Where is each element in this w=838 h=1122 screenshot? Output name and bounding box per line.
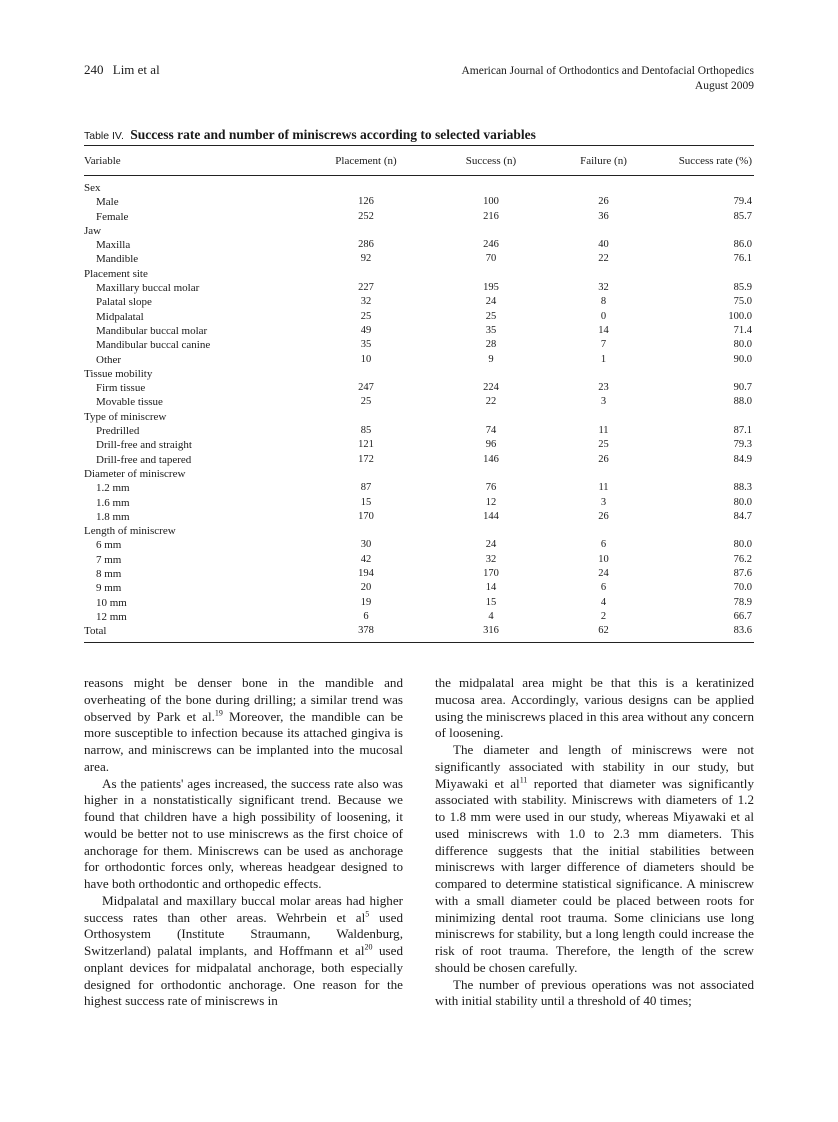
table-row — [84, 510, 754, 524]
success-rate-cell: 84.9 — [733, 453, 752, 465]
success-rate-cell: 84.7 — [733, 510, 752, 522]
success-cell: 74 — [485, 425, 497, 437]
right-paragraph-3: The number of previous operations was not associated with initial stability until a threshold of 40 times; — [435, 976, 754, 1009]
row-label: Palatal slope — [96, 296, 152, 309]
col-header-success: Success (n) — [436, 146, 546, 176]
success-cell: 316 — [436, 624, 546, 642]
row-label: Male — [96, 196, 119, 209]
group-label: Jaw — [84, 224, 102, 237]
row-label: 1.2 mm — [96, 482, 130, 495]
row-label: Maxillary buccal molar — [96, 282, 200, 295]
failure-cell: 0 — [600, 310, 607, 322]
group-label: Tissue mobility — [84, 367, 153, 380]
table-row — [84, 610, 754, 624]
failure-cell: 4 — [600, 596, 607, 608]
header-right — [461, 64, 754, 94]
placement-cell — [296, 410, 436, 424]
placement-cell — [296, 267, 436, 281]
failure-cell: 10 — [598, 553, 609, 565]
failure-cell: 23 — [598, 382, 609, 394]
success-rate-cell: 76.1 — [733, 253, 752, 265]
success-cell: 100 — [483, 196, 499, 208]
left-column — [84, 675, 403, 1010]
table-group-row — [84, 367, 754, 381]
row-label: Firm tissue — [96, 382, 146, 395]
success-cell: 28 — [485, 339, 497, 351]
row-label: Female — [96, 210, 129, 223]
row-label: Drill-free and straight — [96, 439, 192, 452]
success-rate-cell — [661, 410, 754, 424]
table-group-row — [84, 224, 754, 238]
success-cell — [436, 467, 546, 481]
row-label: Predrilled — [96, 425, 140, 438]
failure-cell: 7 — [600, 339, 607, 351]
table-row — [84, 553, 754, 567]
row-label: 1.6 mm — [96, 496, 130, 509]
success-rate-cell: 71.4 — [733, 324, 752, 336]
table-row — [84, 596, 754, 610]
failure-cell: 40 — [598, 239, 609, 251]
table-row — [84, 310, 754, 324]
table-row — [84, 210, 754, 224]
col-header-variable: Variable — [84, 146, 296, 176]
success-rate-cell: 85.9 — [733, 282, 752, 294]
placement-cell: 35 — [360, 339, 372, 351]
journal-name: American Journal of Orthodontics and Dentofacial Orthopedics — [461, 65, 754, 77]
success-cell: 96 — [485, 439, 497, 451]
success-rate-cell: 88.3 — [733, 482, 752, 494]
header-left — [84, 62, 160, 78]
success-rate-cell: 78.9 — [733, 596, 752, 608]
placement-cell: 87 — [360, 482, 372, 494]
placement-cell: 19 — [360, 596, 372, 608]
failure-cell: 1 — [600, 353, 607, 365]
table-row — [84, 195, 754, 209]
failure-cell — [546, 410, 661, 424]
success-cell: 25 — [485, 310, 497, 322]
failure-cell: 6 — [600, 539, 607, 551]
failure-cell — [546, 367, 661, 381]
table-group-row — [84, 176, 754, 196]
success-rate-cell: 76.2 — [733, 553, 752, 565]
placement-cell: 170 — [358, 510, 374, 522]
table-body — [84, 176, 754, 643]
success-cell: 9 — [488, 353, 494, 365]
group-label: Sex — [84, 182, 101, 194]
row-label: 6 mm — [96, 539, 122, 552]
placement-cell: 10 — [360, 353, 372, 365]
table-row — [84, 381, 754, 395]
placement-cell: 32 — [360, 296, 372, 308]
success-cell: 70 — [485, 253, 497, 265]
table-row — [84, 538, 754, 552]
failure-cell: 26 — [598, 196, 609, 208]
row-label: 7 mm — [96, 553, 122, 566]
table-row — [84, 353, 754, 367]
row-label: Mandibular buccal molar — [96, 324, 208, 337]
table-group-row — [84, 524, 754, 538]
placement-cell: 30 — [360, 539, 372, 551]
group-label: Length of miniscrew — [84, 525, 176, 538]
success-cell — [436, 176, 546, 196]
success-cell — [436, 367, 546, 381]
placement-cell: 172 — [358, 453, 374, 465]
table-row — [84, 238, 754, 252]
issue-date: August 2009 — [694, 80, 754, 92]
failure-cell: 11 — [598, 482, 609, 494]
success-rate-cell: 87.6 — [733, 568, 752, 580]
table-group-row — [84, 267, 754, 281]
table-header-row — [84, 146, 754, 176]
table-row — [84, 438, 754, 452]
placement-cell: 252 — [358, 210, 374, 222]
placement-cell: 92 — [360, 253, 372, 265]
placement-cell: 49 — [360, 324, 372, 336]
table-row — [84, 424, 754, 438]
row-label: Movable tissue — [96, 396, 163, 409]
success-rate-cell: 100.0 — [728, 310, 752, 322]
failure-cell: 8 — [600, 296, 607, 308]
success-rate-cell: 80.0 — [733, 496, 752, 508]
success-cell: 4 — [488, 610, 494, 622]
running-header — [84, 62, 754, 94]
failure-cell: 22 — [598, 253, 609, 265]
row-label: Mandible — [96, 253, 139, 266]
success-rate-cell: 66.7 — [733, 610, 752, 622]
placement-cell — [296, 524, 436, 538]
success-cell: 15 — [485, 596, 497, 608]
failure-cell — [546, 524, 661, 538]
header-authors: Lim et al — [112, 62, 160, 77]
placement-cell — [296, 367, 436, 381]
table-caption — [84, 127, 536, 143]
failure-cell: 25 — [598, 439, 609, 451]
table-row — [84, 338, 754, 352]
success-rate-cell — [661, 524, 754, 538]
row-label: 10 mm — [96, 596, 127, 609]
left-paragraph-3: Midpalatal and maxillary buccal molar areas had higher success rates than other areas. Wehrbein et $al^5$ used Orthosystem (Institute Straumann, Waldenburg, Switzerland) palatal implants, and Hoffmann et $al^{20}$ used onplant devices for midpalatal anchorage, both especially designed for orthodontic anchorage. One reason for the highest success rate of miniscrews in — [84, 892, 403, 1009]
success-cell: 246 — [483, 239, 499, 251]
failure-cell — [546, 467, 661, 481]
success-rate-cell: 79.3 — [733, 439, 752, 451]
success-cell — [436, 524, 546, 538]
placement-cell: 378 — [296, 624, 436, 642]
success-cell: 224 — [483, 382, 499, 394]
success-rate-cell: 80.0 — [733, 339, 752, 351]
failure-cell: 6 — [600, 582, 607, 594]
placement-cell: 20 — [360, 582, 372, 594]
row-label: Total — [84, 624, 296, 642]
success-cell: 32 — [485, 553, 497, 565]
success-rate-cell: 90.0 — [733, 353, 752, 365]
failure-cell: 3 — [600, 496, 607, 508]
success-cell: 14 — [485, 582, 497, 594]
failure-cell — [546, 176, 661, 196]
success-rate-cell: 70.0 — [733, 582, 752, 594]
table-row — [84, 581, 754, 595]
table-row — [84, 295, 754, 309]
left-paragraph-2: As the patients' ages increased, the success rate also was higher in a nonstatistically significant trend. Because we found that children have a high possibility of loosening, it would be better not to use miniscrews as the first choice of anchorage for them. Miniscrews can be used as anchorage for orthodontic forces only, whereas headgear designed to have both orthodontic and orthopedic effects. — [84, 775, 403, 891]
success-rate-cell: 83.6 — [661, 624, 754, 642]
failure-cell: 3 — [600, 396, 607, 408]
success-rate-cell: 87.1 — [733, 425, 752, 437]
success-cell: 170 — [483, 568, 499, 580]
success-rate-cell: 88.0 — [733, 396, 752, 408]
col-header-placement: Placement (n) — [296, 146, 436, 176]
placement-cell: 126 — [358, 196, 374, 208]
failure-cell: 26 — [598, 510, 609, 522]
row-label: 8 mm — [96, 568, 122, 581]
table-row — [84, 624, 754, 642]
row-label: Midpalatal — [96, 310, 144, 323]
failure-cell: 36 — [598, 210, 609, 222]
table-label: Table IV. — [84, 130, 124, 142]
left-paragraph-1: reasons might be denser bone in the mandible and overheating of the bone during drilling; a similar trend was observed by Park et al.$^{19}$ Moreover, the mandible can be more susceptible to infection because its attached gingiva is narrow, and miniscrews can be implanted into the mucosal area. — [84, 675, 403, 774]
table-group-row — [84, 410, 754, 424]
failure-cell: 32 — [598, 282, 609, 294]
table-group-row — [84, 467, 754, 481]
placement-cell: 247 — [358, 382, 374, 394]
failure-cell: 24 — [598, 568, 609, 580]
failure-cell: 26 — [598, 453, 609, 465]
success-rate-cell — [661, 367, 754, 381]
success-rate-cell — [661, 176, 754, 196]
success-rate-cell: 90.7 — [733, 382, 752, 394]
success-cell: 22 — [485, 396, 497, 408]
right-paragraph-2: The diameter and length of miniscrews were not significantly associated with stability in our study, but Miyawaki et $al^{11}$ reported that diameter was significantly associated with stability. Miniscrews with diameters of 1.2 to 1.8 mm were used in our study, whereas Miyawaki et al used miniscrews with 1.0 to 2.3 mm diameters. This difference suggests that the initial stabilities between miniscrews with larger difference of diameters should be compared to determine statistical significance. A miniscrew with a small diameter could be placed between roots for minimizing dental root trauma. Some clinicians use long miniscrews for stability, but a long length could increase the risk of root trauma. Therefore, the length of the screw should be chosen carefully. — [435, 742, 754, 975]
success-rate-cell — [661, 267, 754, 281]
group-label: Diameter of miniscrew — [84, 467, 186, 480]
success-cell: 144 — [483, 510, 499, 522]
right-column — [435, 675, 754, 1010]
placement-cell: 227 — [358, 282, 374, 294]
row-label: Other — [96, 353, 122, 366]
success-rate-cell: 80.0 — [733, 539, 752, 551]
failure-cell: 62 — [546, 624, 661, 642]
table-row — [84, 481, 754, 495]
group-label: Type of miniscrew — [84, 410, 167, 423]
placement-cell: 15 — [360, 496, 372, 508]
col-header-failure: Failure (n) — [546, 146, 661, 176]
placement-cell: 286 — [358, 239, 374, 251]
placement-cell: 6 — [363, 610, 369, 622]
row-label: Maxilla — [96, 239, 131, 252]
failure-cell: 14 — [598, 324, 609, 336]
success-rate-cell — [661, 224, 754, 238]
placement-cell: 121 — [358, 439, 374, 451]
placement-cell — [296, 224, 436, 238]
placement-cell: 25 — [360, 396, 372, 408]
success-rate-cell: 79.4 — [733, 196, 752, 208]
row-label: Drill-free and tapered — [96, 453, 192, 466]
placement-cell — [296, 176, 436, 196]
row-label: 12 mm — [96, 610, 127, 623]
success-rate-cell: 85.7 — [733, 210, 752, 222]
success-cell: 12 — [485, 496, 497, 508]
success-rate-cell: 75.0 — [733, 296, 752, 308]
success-cell: 76 — [485, 482, 497, 494]
success-cell: 35 — [485, 324, 497, 336]
placement-cell: 42 — [360, 553, 372, 565]
success-cell — [436, 224, 546, 238]
success-rate-cell: 86.0 — [733, 239, 752, 251]
table-row — [84, 395, 754, 409]
table-row — [84, 453, 754, 467]
table-row — [84, 324, 754, 338]
placement-cell: 25 — [360, 310, 372, 322]
group-label: Placement site — [84, 267, 148, 280]
table-row — [84, 281, 754, 295]
table-row — [84, 496, 754, 510]
failure-cell — [546, 267, 661, 281]
placement-cell — [296, 467, 436, 481]
table-row — [84, 252, 754, 266]
success-rate-cell — [661, 467, 754, 481]
failure-cell: 11 — [598, 425, 609, 437]
right-paragraph-1: the midpalatal area might be that this is a keratinized mucosa area. Accordingly, various designs can be applied using the miniscrews placed in this area without any concern of loosening. — [435, 675, 754, 741]
success-cell: 195 — [483, 282, 499, 294]
col-header-success-rate: Success rate (%) — [661, 146, 754, 176]
success-cell — [436, 410, 546, 424]
success-cell: 216 — [483, 210, 499, 222]
table-row — [84, 567, 754, 581]
success-cell — [436, 267, 546, 281]
row-label: 9 mm — [96, 582, 122, 595]
page-number: 240 — [84, 62, 104, 77]
row-label: 1.8 mm — [96, 510, 130, 523]
failure-cell: 2 — [600, 610, 607, 622]
success-cell: 24 — [485, 296, 497, 308]
results-table — [84, 145, 754, 643]
placement-cell: 194 — [358, 568, 374, 580]
failure-cell — [546, 224, 661, 238]
row-label: Mandibular buccal canine — [96, 339, 211, 352]
table-title: Success rate and number of miniscrews according to selected variables — [130, 127, 536, 142]
success-cell: 146 — [483, 453, 499, 465]
placement-cell: 85 — [360, 425, 372, 437]
success-cell: 24 — [485, 539, 497, 551]
